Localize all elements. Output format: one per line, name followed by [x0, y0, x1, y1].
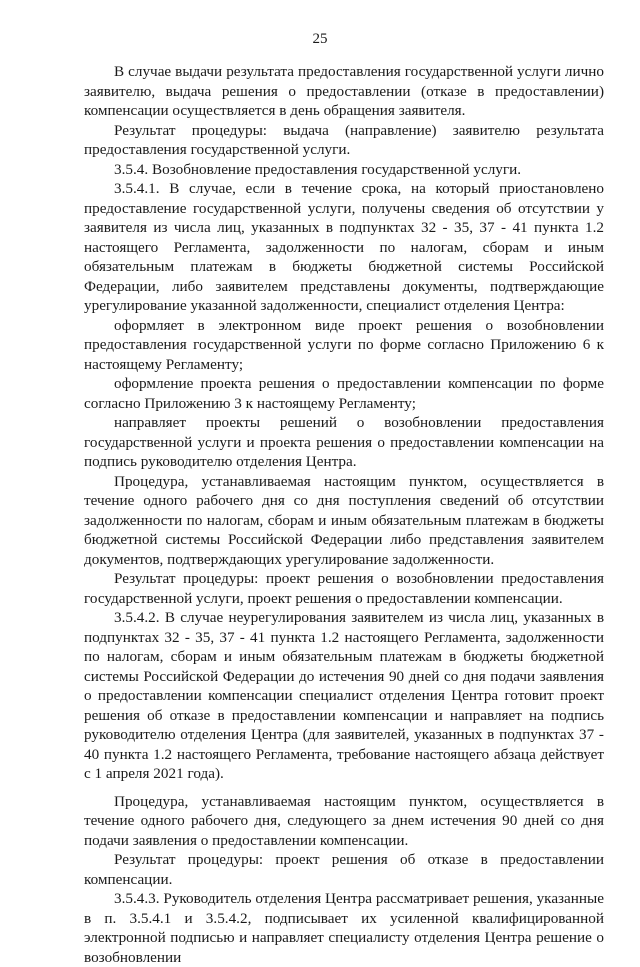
section-heading-3-5-4: 3.5.4. Возобновление предоставления государственной услуги. — [114, 160, 522, 178]
paragraph-3-5-4-1: 3.5.4.1. В случае, если в течение срока, на который приостановлено предоставление государственной услуги, получены сведения об отсутствии у заявителя из числа лиц, указанных в подпунктах 32 - 35, 37 - 41 пункта 1.2 настоящего Регламента, задолженности по налогам, сборам и иным обязательным платежам в бюджеты бюджетной системы Российской Федерации, либо заявителем представлены документы, подтверждающие урегулирование указанной задолженности, специалист отделения Центра: — [84, 180, 604, 314]
paragraph-item-send-for-signature: направляет проекты решений о возобновлении предоставления государственной услуги и проекта решения о предоставлении компенсации на подпись руководителю отделения Центра. — [84, 414, 604, 470]
paragraph-procedure-result: Результат процедуры: выдача (направление) заявителю результата предоставления государственной услуги. — [84, 121, 604, 158]
page-number: 25 — [312, 31, 328, 47]
paragraph-3-5-4-3: 3.5.4.3. Руководитель отделения Центра рассматривает решения, указанные в п. 3.5.4.1 и 3.5.4.2, подписывает их усиленной квалифицированной электронной подписью и направляет специалисту отделения Центра решение о возобновлении — [84, 890, 604, 966]
paragraph-procedure-term: Процедура, устанавливаемая настоящим пунктом, осуществляется в течение одного рабочего дня со дня поступления сведений об отсутствии задолженности по налогам, сборам и иным обязательным платежам в бюджеты бюджетной системы Российской Федерации либо представления заявителем документов, подтверждающих урегулирование задолженности. — [84, 472, 604, 568]
paragraph-gap — [84, 784, 604, 792]
paragraph-item-draft-resume: оформляет в электронном виде проект решения о возобновлении предоставления государственной услуги по форме согласно Приложению 6 к настоящему Регламенту; — [84, 316, 604, 373]
paragraph-procedure-result-2: Результат процедуры: проект решения о возобновлении предоставления государственной услуги, проект решения о предоставлении компенсации. — [84, 570, 604, 607]
paragraph-procedure-result-3: Результат процедуры: проект решения об отказе в предоставлении компенсации. — [84, 851, 604, 888]
paragraph-procedure-term-2: Процедура, устанавливаемая настоящим пунктом, осуществляется в течение одного рабочего дня, следующего за днем истечения 90 дней со дня подачи заявления о предоставлении компенсации. — [84, 792, 604, 849]
paragraph-3-5-4-2: 3.5.4.2. В случае неурегулирования заявителем из числа лиц, указанных в подпунктах 32 - 35, 37 - 41 пункта 1.2 настоящего Регламента, задолженности по налогам, сборам и иным обязательным платежам в бюджеты бюджетной системы Российской Федерации до истечения 90 дней со дня подачи заявления о предоставлении компенсации специалист отделения Центра готовит проект решения об отказе в предоставлении компенсации и направляет на подпись руководителю отделения Центра (для заявителей, указанных в подпунктах 37 - 40 пункта 1.2 настоящего Регламента, требование настоящего абзаца действует с 1 апреля 2021 года). — [84, 609, 604, 782]
paragraph-item-draft-compensation: оформление проекта решения о предоставлении компенсации по форме согласно Приложению 3 к настоящему Регламенту; — [84, 375, 604, 412]
document-body — [84, 62, 604, 967]
paragraph-issue-result: В случае выдачи результата предоставления государственной услуги лично заявителю, выдача решения о предоставлении (отказе в предоставлении) компенсации осуществляется в день обращения заявителя. — [84, 63, 604, 119]
